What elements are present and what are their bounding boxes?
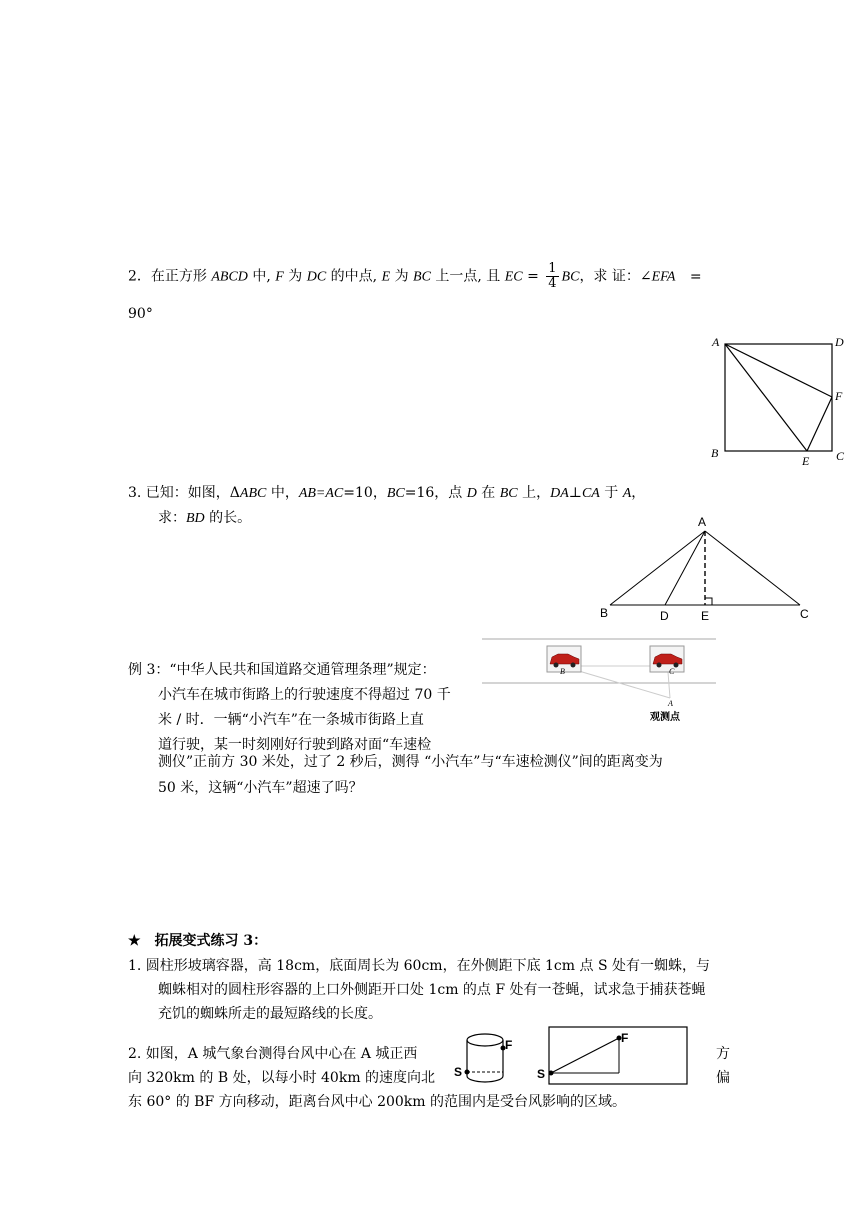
example3-line6: 50 米，这辆“小汽车”超速了吗？ <box>158 780 363 796</box>
segment-ac <box>705 531 800 605</box>
cylinder-figure <box>452 1030 522 1088</box>
point-s <box>465 1070 470 1075</box>
label-s: S <box>537 1067 546 1081</box>
segment-ad <box>665 531 705 605</box>
extension-q1-line1: 1. 圆柱形坡璃容器，高 18cm，底面周长为 60cm，在外侧距下底 1cm 点 S 处有一蜘蛛，与 <box>128 958 710 974</box>
extension-q2-line1: 2. 如图，A 城气象台测得台风中心在 A 城正西 <box>128 1046 418 1062</box>
label-f: F <box>835 389 843 403</box>
segment-af <box>725 344 832 397</box>
road-figure <box>480 636 720 726</box>
extension-heading: ★ 拓展变式练习 3： <box>128 933 268 949</box>
label-a: A <box>668 699 673 708</box>
label-a: A <box>698 515 707 529</box>
right-angle-mark <box>705 598 712 605</box>
label-b: B <box>600 606 609 620</box>
extension-q2-line3: 东 60° 的 BF 方向移动，距离台风中心 200km 的范围内是受台风影响的区域。 <box>128 1094 626 1110</box>
cylinder-bottom-front <box>467 1076 503 1082</box>
label-c: C <box>669 667 675 676</box>
label-d: D <box>660 609 669 623</box>
segment-ae <box>725 344 807 451</box>
square-figure <box>700 330 850 470</box>
extension-q1-line2: 蜘蛛相对的圆柱形容器的上口外侧距开口处 1cm 的点 F 处有一苍蝇，试求急于捕获苍蝇 <box>158 982 706 998</box>
unrolled-rectangle <box>549 1027 687 1084</box>
label-f: F <box>621 1031 629 1045</box>
problem3-line1: 3. 已知：如图，ΔABC 中，AB=AC=10，BC=16，点 D 在 BC 上，DA⊥CA 于 A， <box>128 485 646 501</box>
problem3-line2: 求：BD 的长。 <box>158 510 252 526</box>
label-f: F <box>505 1038 513 1052</box>
segment-ab <box>610 531 705 605</box>
label-b: B <box>560 667 565 676</box>
triangle-figure <box>595 512 820 627</box>
problem2-line1: 2．在正方形 ABCD 中, F 为 DC 的中点, E 为 BC 上一点, 且 EC = $\frac{1}{4}$ BC，求 证：∠EFA = <box>128 261 702 291</box>
fraction-one-quarter: $\frac{1}{4}$ <box>548 261 557 291</box>
square-outline <box>725 344 832 451</box>
star-icon: ★ <box>128 933 141 949</box>
example3-line5: 测仪”正前方 30 米处，过了 2 秒后，测得 “小汽车”与“车速检测仪”间的距离变为 <box>158 754 663 770</box>
extension-q2-right1: 方 <box>716 1046 730 1062</box>
problem2-angle: 90° <box>128 306 153 322</box>
label-b: B <box>711 446 719 460</box>
label-c: C <box>836 449 845 463</box>
label-a: A <box>712 335 720 349</box>
extension-q2-right2: 偏 <box>716 1070 730 1086</box>
example3-line1: 例 3：“中华人民共和国道路交通管理条理”规定： <box>128 662 436 678</box>
cylinder-top <box>467 1034 503 1046</box>
point-s <box>549 1071 554 1076</box>
extension-q2-line2: 向 320km 的 B 处，以每小时 40km 的速度向北 <box>128 1070 436 1086</box>
example3-line3: 米 / 时．一辆“小汽车”在一条城市街路上直 <box>158 712 424 728</box>
extension-q1-line3: 充饥的蜘蛛所走的最短路线的长度。 <box>158 1006 382 1022</box>
unrolled-figure <box>535 1024 690 1088</box>
segment-ef <box>807 397 832 451</box>
label-c: C <box>800 607 809 621</box>
example3-line4: 道行驶，某一时刻刚好行驶到路对面“车速检 <box>158 737 432 753</box>
label-e: E <box>701 609 710 623</box>
label-s: S <box>454 1065 463 1079</box>
path-sf <box>551 1038 619 1073</box>
label-e: E <box>802 454 810 468</box>
label-observe-point: 观测点 <box>650 712 680 723</box>
label-d: D <box>835 335 844 349</box>
example3-line2: 小汽车在城市街路上的行驶速度不得超过 70 千 <box>158 687 451 703</box>
